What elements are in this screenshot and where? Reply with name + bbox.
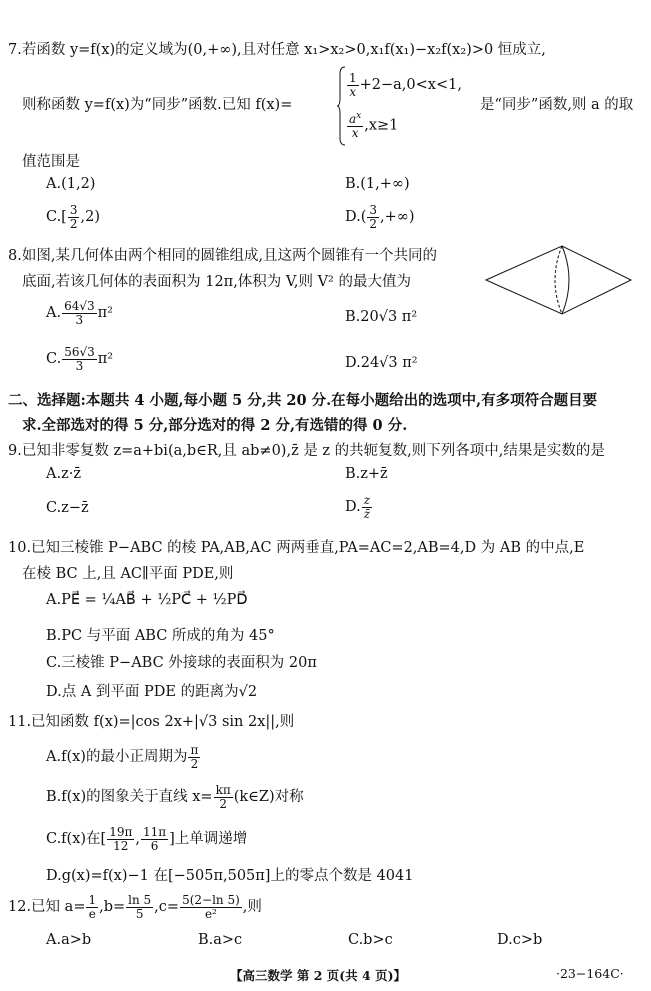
q10-option-d: D.点 A 到平面 PDE 的距离为√2 bbox=[46, 684, 258, 700]
section2-heading-2: 求.全部选对的得 5 分,部分选对的得 2 分,有选错的得 0 分. bbox=[22, 417, 408, 434]
q7-stem-2: 则称函数 y=f(x)为“同步”函数.已知 f(x)= bbox=[22, 97, 293, 113]
q8-option-d: D.24√3 π² bbox=[345, 355, 418, 371]
paper-code: ·23−164C· bbox=[556, 966, 624, 981]
q7-stem-4: 值范围是 bbox=[22, 154, 80, 170]
q10-line1 bbox=[0, 536, 651, 562]
q10-option-a-row bbox=[0, 592, 651, 618]
q10-stem-2: 在棱 BC 上,且 AC∥平面 PDE,则 bbox=[22, 566, 234, 582]
q8-option-a: A. $\frac{64√3}{3}$ π² bbox=[46, 299, 113, 327]
q7-stem-3: 是“同步”函数,则 a 的取 bbox=[480, 97, 634, 113]
q12-option-b: B.a>c bbox=[198, 932, 243, 948]
q7-case2 bbox=[0, 112, 651, 146]
q7-line3 bbox=[0, 150, 651, 176]
q9-options-ab bbox=[0, 466, 651, 492]
q8-stem-2: 底面,若该几何体的表面积为 12π,体积为 V,则 V² 的最大值为 bbox=[22, 274, 411, 290]
q10-option-c-row bbox=[0, 651, 651, 677]
q11-option-c: C.f(x)在[ $\frac{19\pi}{12}$ , $\frac{11\pi}{6}$ ]上单调递增 bbox=[46, 825, 248, 853]
q10-option-c: C.三棱锥 P−ABC 外接球的表面积为 20π bbox=[46, 655, 317, 671]
q7-options-cd bbox=[0, 204, 651, 236]
q9-option-d: D. $\frac{z}{z̄}$ bbox=[345, 493, 371, 521]
fraction: $\frac{a^x}{x}$ bbox=[349, 111, 362, 140]
q7-case1-expr bbox=[346, 72, 462, 98]
q10-option-d-row bbox=[0, 680, 651, 706]
q7-option-b: B.(1,+∞) bbox=[345, 176, 410, 192]
q11-option-c-row bbox=[0, 826, 651, 860]
q11-option-a: A.f(x)的最小正周期为 $\frac{\pi}{2}$ bbox=[46, 743, 199, 771]
q9-option-c: C.z−z̄ bbox=[46, 500, 89, 516]
q7-option-d: D.( $\frac{3}{2}$ ,+∞) bbox=[345, 203, 415, 231]
q12-option-c: C.b>c bbox=[348, 932, 393, 948]
q7-case2-expr bbox=[346, 112, 398, 139]
q7-case1 bbox=[0, 72, 651, 106]
page-footer: 【高三数学 第 2 页(共 4 页)】 bbox=[230, 968, 406, 983]
q7-options-ab bbox=[0, 176, 651, 202]
section2-heading-1: 二、选择题:本题共 4 小题,每小题 5 分,共 20 分.在每小题给出的选项中,有多项符合题目要 bbox=[8, 392, 598, 409]
q11-option-b: B.f(x)的图象关于直线 x= $\frac{k\pi}{2}$ (k∈Z)对称 bbox=[46, 783, 304, 811]
q11-option-b-row bbox=[0, 784, 651, 818]
q11-option-a-row bbox=[0, 744, 651, 778]
q9-options-cd bbox=[0, 494, 651, 526]
q11-line1 bbox=[0, 710, 651, 736]
section2-line2 bbox=[0, 414, 651, 440]
q8-options-ab bbox=[0, 300, 651, 336]
q8-option-c: C. $\frac{56√3}{3}$ π² bbox=[46, 345, 114, 373]
q9-option-b: B.z+z̄ bbox=[345, 466, 388, 482]
q7-option-c: C.[ $\frac{3}{2}$ ,2) bbox=[46, 203, 100, 231]
q10-option-a: A.PE⃗ = ¼AB⃗ + ½PC⃗ + ½PD⃗ bbox=[46, 592, 248, 608]
q9-line1 bbox=[0, 439, 651, 465]
q10-line2 bbox=[0, 562, 651, 588]
q12-stem: 12.已知 a= $\frac{1}{e}$ ,b= $\frac{\ln 5}{5}$ ,c= $\frac{5(2-\ln 5)}{\text{e²}}$ ,则 bbox=[8, 893, 262, 921]
q9-option-a: A.z·z̄ bbox=[46, 466, 81, 482]
q8-option-b: B.20√3 π² bbox=[345, 309, 418, 325]
q12-line1 bbox=[0, 894, 651, 928]
q11-option-d: D.g(x)=f(x)−1 在[−505π,505π]上的零点个数是 4041 bbox=[46, 868, 414, 884]
section2-line1 bbox=[0, 389, 651, 415]
q7-option-a: A.(1,2) bbox=[46, 176, 96, 192]
q11-stem: 11.已知函数 f(x)=|cos 2x+|√3 sin 2x||,则 bbox=[8, 714, 295, 730]
q11-option-d-row bbox=[0, 864, 651, 890]
q7-case2-text: ,x≥1 bbox=[364, 117, 399, 134]
q7-case1-text: +2−a,0<x<1, bbox=[359, 77, 462, 94]
q7-line1 bbox=[0, 38, 651, 64]
q10-stem-1: 10.已知三棱锥 P−ABC 的棱 PA,AB,AC 两两垂直,PA=AC=2,AB=4,D 为 AB 的中点,E bbox=[8, 540, 585, 556]
q10-option-b: B.PC 与平面 ABC 所成的角为 45° bbox=[46, 628, 275, 644]
q7-stem-1: 7.若函数 y=f(x)的定义域为(0,+∞),且对任意 x₁>x₂>0,x₁f(x₁)−x₂f(x₂)>0 恒成立, bbox=[8, 42, 546, 58]
fraction: $\frac{1}{x}$ bbox=[349, 71, 357, 99]
q8-options-cd bbox=[0, 346, 651, 382]
q12-option-d: D.c>b bbox=[497, 932, 543, 948]
q10-option-b-row bbox=[0, 624, 651, 650]
q9-stem: 9.已知非零复数 z=a+bi(a,b∈R,且 ab≠0),z̄ 是 z 的共轭复数,则下列各项中,结果是实数的是 bbox=[8, 443, 605, 459]
q8-stem-1: 8.如图,某几何体由两个相同的圆锥组成,且这两个圆锥有一个共同的 bbox=[8, 248, 438, 264]
q12-option-a: A.a>b bbox=[46, 932, 92, 948]
q12-options bbox=[0, 932, 651, 958]
